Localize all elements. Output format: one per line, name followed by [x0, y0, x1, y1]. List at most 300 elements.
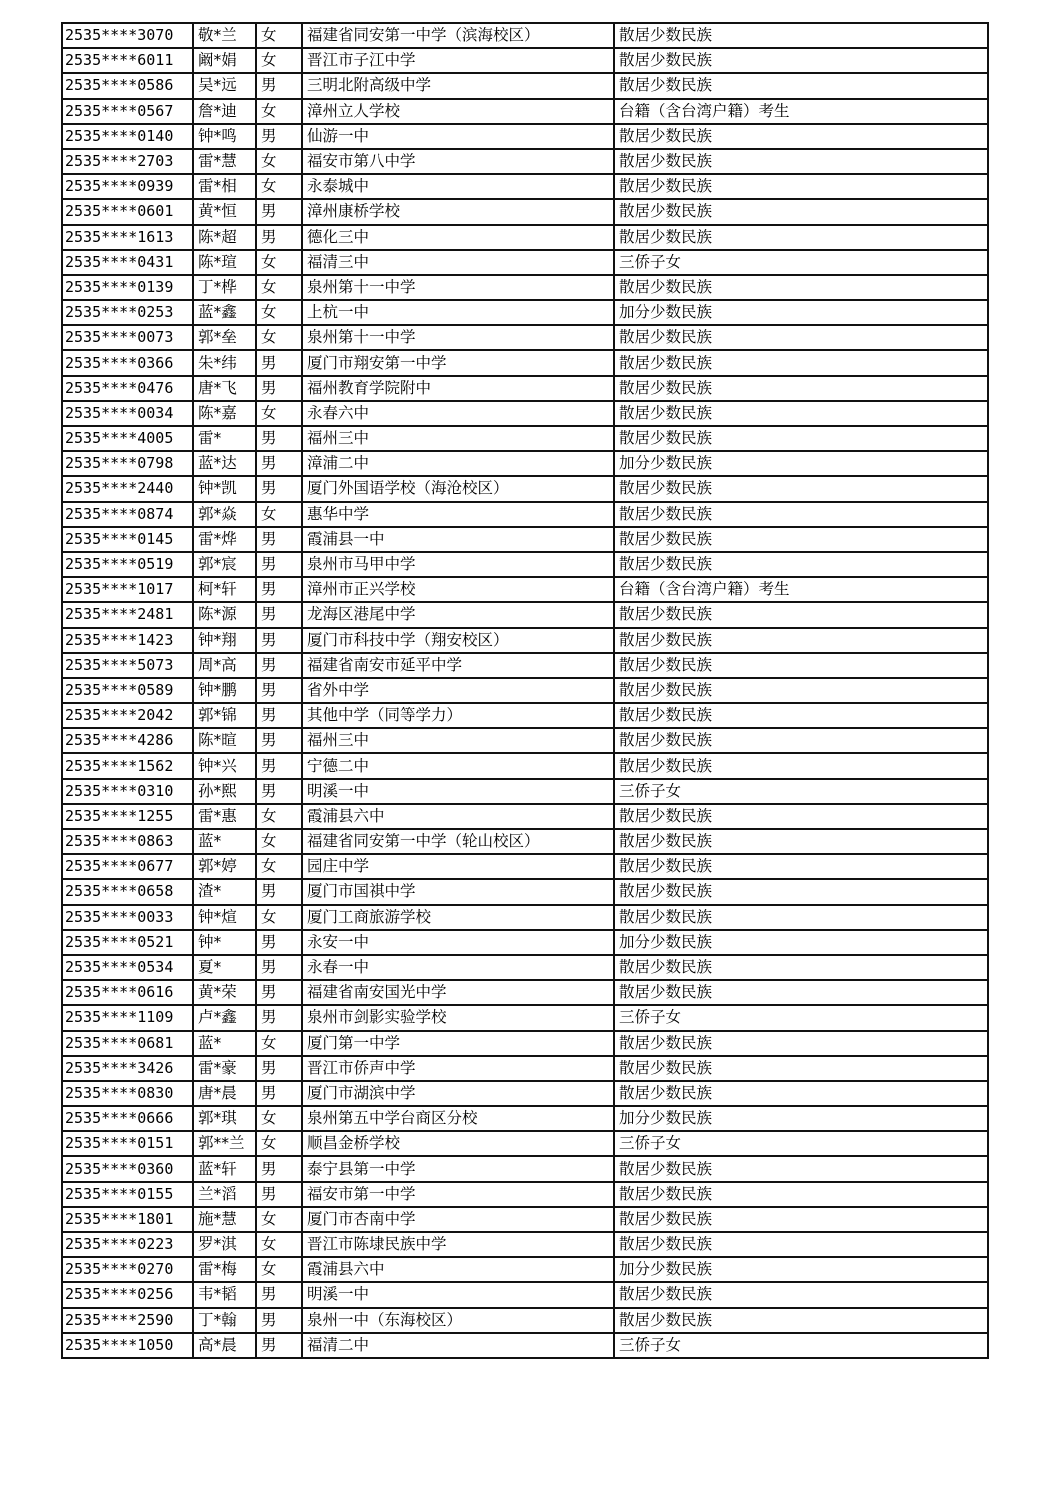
category-cell: 加分少数民族: [614, 451, 988, 476]
table-row: [62, 779, 988, 804]
name-cell: 陈*嘉: [193, 401, 256, 426]
category-cell: 散居少数民族: [614, 552, 988, 577]
gender-cell: 女: [256, 174, 302, 199]
candidate-id-cell: 2535****0939: [62, 174, 193, 199]
category-cell: 散居少数民族: [614, 602, 988, 627]
gender-cell: 女: [256, 1131, 302, 1156]
name-cell: 郭*垒: [193, 325, 256, 350]
school-cell: 顺昌金桥学校: [302, 1131, 614, 1156]
school-cell: 福建省南安市延平中学: [302, 653, 614, 678]
category-cell: 散居少数民族: [614, 854, 988, 879]
name-cell: 陈*暄: [193, 728, 256, 753]
gender-cell: 男: [256, 577, 302, 602]
candidate-id-cell: 2535****0033: [62, 905, 193, 930]
category-cell: 散居少数民族: [614, 804, 988, 829]
gender-cell: 女: [256, 905, 302, 930]
gender-cell: 女: [256, 804, 302, 829]
gender-cell: 男: [256, 73, 302, 98]
category-cell: 散居少数民族: [614, 73, 988, 98]
school-cell: 泉州市马甲中学: [302, 552, 614, 577]
candidate-id-cell: 2535****0601: [62, 199, 193, 224]
gender-cell: 男: [256, 628, 302, 653]
school-cell: 漳州立人学校: [302, 99, 614, 124]
school-cell: 厦门第一中学: [302, 1031, 614, 1056]
school-cell: 福建省同安第一中学（滨海校区）: [302, 23, 614, 48]
table-row: [62, 879, 988, 904]
category-cell: 散居少数民族: [614, 653, 988, 678]
category-cell: 散居少数民族: [614, 628, 988, 653]
school-cell: 泉州第十一中学: [302, 325, 614, 350]
candidate-id-cell: 2535****2440: [62, 476, 193, 501]
candidate-id-cell: 2535****0151: [62, 1131, 193, 1156]
table-row: [62, 653, 988, 678]
name-cell: 渣*: [193, 879, 256, 904]
category-cell: 散居少数民族: [614, 1156, 988, 1181]
category-cell: 散居少数民族: [614, 124, 988, 149]
gender-cell: 女: [256, 300, 302, 325]
category-cell: 散居少数民族: [614, 502, 988, 527]
school-cell: 龙海区港尾中学: [302, 602, 614, 627]
school-cell: 福清三中: [302, 250, 614, 275]
candidate-id-cell: 2535****4286: [62, 728, 193, 753]
category-cell: 散居少数民族: [614, 1056, 988, 1081]
gender-cell: 男: [256, 527, 302, 552]
table-row: [62, 577, 988, 602]
candidate-id-cell: 2535****1613: [62, 225, 193, 250]
school-cell: 福州三中: [302, 728, 614, 753]
gender-cell: 男: [256, 1282, 302, 1307]
category-cell: 散居少数民族: [614, 678, 988, 703]
category-cell: 散居少数民族: [614, 376, 988, 401]
school-cell: 明溪一中: [302, 779, 614, 804]
table-row: [62, 703, 988, 728]
name-cell: 雷*相: [193, 174, 256, 199]
category-cell: 散居少数民族: [614, 980, 988, 1005]
name-cell: 陈*源: [193, 602, 256, 627]
school-cell: 厦门工商旅游学校: [302, 905, 614, 930]
name-cell: 雷*慧: [193, 149, 256, 174]
table-row: [62, 552, 988, 577]
candidate-id-cell: 2535****0874: [62, 502, 193, 527]
table-row: [62, 1308, 988, 1333]
table-row: [62, 602, 988, 627]
candidate-id-cell: 2535****0366: [62, 350, 193, 375]
candidate-id-cell: 2535****0830: [62, 1081, 193, 1106]
category-cell: 散居少数民族: [614, 174, 988, 199]
category-cell: 散居少数民族: [614, 1308, 988, 1333]
school-cell: 三明北附高级中学: [302, 73, 614, 98]
candidate-id-cell: 2535****2481: [62, 602, 193, 627]
candidate-id-cell: 2535****6011: [62, 48, 193, 73]
table-row: [62, 955, 988, 980]
candidate-id-cell: 2535****1050: [62, 1333, 193, 1358]
table-row: [62, 980, 988, 1005]
school-cell: 明溪一中: [302, 1282, 614, 1307]
table-row: [62, 376, 988, 401]
table-row: [62, 804, 988, 829]
school-cell: 惠华中学: [302, 502, 614, 527]
category-cell: 加分少数民族: [614, 930, 988, 955]
school-cell: 厦门市湖滨中学: [302, 1081, 614, 1106]
gender-cell: 男: [256, 1156, 302, 1181]
table-row: [62, 23, 988, 48]
gender-cell: 男: [256, 879, 302, 904]
candidate-id-cell: 2535****0253: [62, 300, 193, 325]
name-cell: 钟*鹏: [193, 678, 256, 703]
school-cell: 厦门市杏南中学: [302, 1207, 614, 1232]
candidate-id-cell: 2535****1017: [62, 577, 193, 602]
school-cell: 省外中学: [302, 678, 614, 703]
candidate-id-cell: 2535****0223: [62, 1232, 193, 1257]
school-cell: 厦门市国祺中学: [302, 879, 614, 904]
school-cell: 仙游一中: [302, 124, 614, 149]
table-row: [62, 300, 988, 325]
candidate-id-cell: 2535****1109: [62, 1005, 193, 1030]
gender-cell: 女: [256, 829, 302, 854]
school-cell: 永安一中: [302, 930, 614, 955]
gender-cell: 男: [256, 1182, 302, 1207]
table-row: [62, 401, 988, 426]
candidate-id-cell: 2535****0270: [62, 1257, 193, 1282]
category-cell: 散居少数民族: [614, 1232, 988, 1257]
candidate-id-cell: 2535****0589: [62, 678, 193, 703]
gender-cell: 女: [256, 325, 302, 350]
category-cell: 三侨子女: [614, 1005, 988, 1030]
table-row: [62, 1207, 988, 1232]
category-cell: 三侨子女: [614, 779, 988, 804]
gender-cell: 女: [256, 149, 302, 174]
candidate-id-cell: 2535****0666: [62, 1106, 193, 1131]
table-row: [62, 48, 988, 73]
school-cell: 漳浦二中: [302, 451, 614, 476]
school-cell: 泉州市剑影实验学校: [302, 1005, 614, 1030]
name-cell: 卢*鑫: [193, 1005, 256, 1030]
candidate-id-cell: 2535****0034: [62, 401, 193, 426]
category-cell: 加分少数民族: [614, 1106, 988, 1131]
school-cell: 宁德二中: [302, 753, 614, 778]
table-row: [62, 1005, 988, 1030]
name-cell: 柯*轩: [193, 577, 256, 602]
name-cell: 夏*: [193, 955, 256, 980]
table-row: [62, 1131, 988, 1156]
table-row: [62, 250, 988, 275]
table-row: [62, 502, 988, 527]
gender-cell: 男: [256, 653, 302, 678]
category-cell: 散居少数民族: [614, 1182, 988, 1207]
candidate-id-cell: 2535****0586: [62, 73, 193, 98]
category-cell: 散居少数民族: [614, 350, 988, 375]
gender-cell: 女: [256, 275, 302, 300]
candidate-id-cell: 2535****0310: [62, 779, 193, 804]
gender-cell: 男: [256, 678, 302, 703]
candidate-id-cell: 2535****0476: [62, 376, 193, 401]
name-cell: 雷*: [193, 426, 256, 451]
candidate-id-cell: 2535****0567: [62, 99, 193, 124]
gender-cell: 男: [256, 930, 302, 955]
gender-cell: 男: [256, 728, 302, 753]
category-cell: 散居少数民族: [614, 1081, 988, 1106]
name-cell: 雷*梅: [193, 1257, 256, 1282]
name-cell: 蓝*: [193, 1031, 256, 1056]
name-cell: 蓝*达: [193, 451, 256, 476]
table-row: [62, 854, 988, 879]
school-cell: 晋江市陈埭民族中学: [302, 1232, 614, 1257]
roster-table-container: [61, 22, 987, 1359]
candidate-id-cell: 2535****1562: [62, 753, 193, 778]
table-row: [62, 325, 988, 350]
name-cell: 朱*纬: [193, 350, 256, 375]
table-row: [62, 1333, 988, 1358]
gender-cell: 男: [256, 552, 302, 577]
table-row: [62, 1282, 988, 1307]
gender-cell: 男: [256, 1333, 302, 1358]
category-cell: 散居少数民族: [614, 401, 988, 426]
gender-cell: 男: [256, 703, 302, 728]
name-cell: 郭*锦: [193, 703, 256, 728]
category-cell: 散居少数民族: [614, 905, 988, 930]
category-cell: 三侨子女: [614, 1333, 988, 1358]
category-cell: 三侨子女: [614, 1131, 988, 1156]
table-row: [62, 1232, 988, 1257]
category-cell: 散居少数民族: [614, 955, 988, 980]
table-row: [62, 225, 988, 250]
school-cell: 泉州第十一中学: [302, 275, 614, 300]
name-cell: 敬*兰: [193, 23, 256, 48]
table-row: [62, 1156, 988, 1181]
table-row: [62, 73, 988, 98]
table-row: [62, 1081, 988, 1106]
table-row: [62, 753, 988, 778]
category-cell: 散居少数民族: [614, 225, 988, 250]
gender-cell: 女: [256, 1106, 302, 1131]
candidate-id-cell: 2535****0677: [62, 854, 193, 879]
table-row: [62, 905, 988, 930]
gender-cell: 男: [256, 225, 302, 250]
school-cell: 其他中学（同等学力）: [302, 703, 614, 728]
candidate-id-cell: 2535****0798: [62, 451, 193, 476]
school-cell: 霞浦县六中: [302, 1257, 614, 1282]
category-cell: 台籍（含台湾户籍）考生: [614, 577, 988, 602]
school-cell: 漳州市正兴学校: [302, 577, 614, 602]
school-cell: 永春一中: [302, 955, 614, 980]
school-cell: 福安市第八中学: [302, 149, 614, 174]
name-cell: 罗*淇: [193, 1232, 256, 1257]
gender-cell: 男: [256, 1056, 302, 1081]
name-cell: 钟*翔: [193, 628, 256, 653]
category-cell: 散居少数民族: [614, 829, 988, 854]
table-row: [62, 149, 988, 174]
name-cell: 陈*瑄: [193, 250, 256, 275]
name-cell: 韦*韬: [193, 1282, 256, 1307]
candidate-id-cell: 2535****4005: [62, 426, 193, 451]
gender-cell: 女: [256, 502, 302, 527]
name-cell: 孙*熙: [193, 779, 256, 804]
name-cell: 郭*琪: [193, 1106, 256, 1131]
candidate-id-cell: 2535****3426: [62, 1056, 193, 1081]
school-cell: 永春六中: [302, 401, 614, 426]
name-cell: 唐*飞: [193, 376, 256, 401]
category-cell: 散居少数民族: [614, 199, 988, 224]
name-cell: 周*高: [193, 653, 256, 678]
candidate-id-cell: 2535****2703: [62, 149, 193, 174]
name-cell: 蓝*轩: [193, 1156, 256, 1181]
table-row: [62, 829, 988, 854]
school-cell: 厦门外国语学校（海沧校区）: [302, 476, 614, 501]
name-cell: 郭*宸: [193, 552, 256, 577]
school-cell: 福清二中: [302, 1333, 614, 1358]
school-cell: 德化三中: [302, 225, 614, 250]
candidate-id-cell: 2535****0521: [62, 930, 193, 955]
gender-cell: 女: [256, 99, 302, 124]
category-cell: 散居少数民族: [614, 1207, 988, 1232]
candidate-id-cell: 2535****0519: [62, 552, 193, 577]
gender-cell: 男: [256, 451, 302, 476]
candidate-id-cell: 2535****0145: [62, 527, 193, 552]
candidate-id-cell: 2535****1255: [62, 804, 193, 829]
name-cell: 钟*: [193, 930, 256, 955]
candidate-id-cell: 2535****0139: [62, 275, 193, 300]
gender-cell: 女: [256, 401, 302, 426]
table-row: [62, 350, 988, 375]
table-row: [62, 199, 988, 224]
category-cell: 散居少数民族: [614, 527, 988, 552]
table-row: [62, 426, 988, 451]
table-row: [62, 527, 988, 552]
candidate-id-cell: 2535****2042: [62, 703, 193, 728]
category-cell: 台籍（含台湾户籍）考生: [614, 99, 988, 124]
name-cell: 钟*兴: [193, 753, 256, 778]
name-cell: 高*晨: [193, 1333, 256, 1358]
table-row: [62, 1182, 988, 1207]
gender-cell: 男: [256, 779, 302, 804]
category-cell: 散居少数民族: [614, 149, 988, 174]
gender-cell: 男: [256, 980, 302, 1005]
school-cell: 福州教育学院附中: [302, 376, 614, 401]
category-cell: 散居少数民族: [614, 1031, 988, 1056]
category-cell: 散居少数民族: [614, 275, 988, 300]
gender-cell: 男: [256, 199, 302, 224]
table-row: [62, 1031, 988, 1056]
roster-table-body: [62, 23, 988, 1358]
category-cell: 三侨子女: [614, 250, 988, 275]
school-cell: 晋江市侨声中学: [302, 1056, 614, 1081]
table-row: [62, 451, 988, 476]
name-cell: 郭*焱: [193, 502, 256, 527]
gender-cell: 女: [256, 1031, 302, 1056]
table-row: [62, 930, 988, 955]
candidate-id-cell: 2535****0256: [62, 1282, 193, 1307]
school-cell: 霞浦县一中: [302, 527, 614, 552]
name-cell: 雷*烨: [193, 527, 256, 552]
candidate-id-cell: 2535****0681: [62, 1031, 193, 1056]
school-cell: 福建省南安国光中学: [302, 980, 614, 1005]
name-cell: 詹*迪: [193, 99, 256, 124]
gender-cell: 女: [256, 1207, 302, 1232]
candidate-id-cell: 2535****0155: [62, 1182, 193, 1207]
gender-cell: 男: [256, 376, 302, 401]
name-cell: 陈*超: [193, 225, 256, 250]
candidate-id-cell: 2535****0073: [62, 325, 193, 350]
candidate-id-cell: 2535****0140: [62, 124, 193, 149]
name-cell: 蓝*鑫: [193, 300, 256, 325]
name-cell: 钟*凯: [193, 476, 256, 501]
candidate-id-cell: 2535****3070: [62, 23, 193, 48]
school-cell: 泉州一中（东海校区）: [302, 1308, 614, 1333]
table-row: [62, 1106, 988, 1131]
table-row: [62, 174, 988, 199]
table-row: [62, 628, 988, 653]
candidate-id-cell: 2535****2590: [62, 1308, 193, 1333]
school-cell: 上杭一中: [302, 300, 614, 325]
name-cell: 阚*娟: [193, 48, 256, 73]
gender-cell: 男: [256, 955, 302, 980]
roster-table: [61, 22, 989, 1359]
name-cell: 郭**兰: [193, 1131, 256, 1156]
candidate-id-cell: 2535****5073: [62, 653, 193, 678]
gender-cell: 男: [256, 124, 302, 149]
category-cell: 散居少数民族: [614, 1282, 988, 1307]
candidate-id-cell: 2535****0534: [62, 955, 193, 980]
gender-cell: 女: [256, 1257, 302, 1282]
category-cell: 散居少数民族: [614, 325, 988, 350]
name-cell: 蓝*: [193, 829, 256, 854]
gender-cell: 女: [256, 854, 302, 879]
table-row: [62, 124, 988, 149]
school-cell: 厦门市科技中学（翔安校区）: [302, 628, 614, 653]
candidate-id-cell: 2535****0431: [62, 250, 193, 275]
school-cell: 霞浦县六中: [302, 804, 614, 829]
table-row: [62, 728, 988, 753]
school-cell: 园庄中学: [302, 854, 614, 879]
table-row: [62, 1056, 988, 1081]
candidate-id-cell: 2535****0863: [62, 829, 193, 854]
gender-cell: 男: [256, 1081, 302, 1106]
school-cell: 泰宁县第一中学: [302, 1156, 614, 1181]
category-cell: 散居少数民族: [614, 476, 988, 501]
category-cell: 散居少数民族: [614, 48, 988, 73]
gender-cell: 男: [256, 350, 302, 375]
name-cell: 兰*滔: [193, 1182, 256, 1207]
school-cell: 厦门市翔安第一中学: [302, 350, 614, 375]
table-row: [62, 476, 988, 501]
category-cell: 散居少数民族: [614, 703, 988, 728]
name-cell: 雷*豪: [193, 1056, 256, 1081]
gender-cell: 男: [256, 753, 302, 778]
school-cell: 福建省同安第一中学（轮山校区）: [302, 829, 614, 854]
name-cell: 丁*桦: [193, 275, 256, 300]
school-cell: 泉州第五中学台商区分校: [302, 1106, 614, 1131]
name-cell: 黄*恒: [193, 199, 256, 224]
gender-cell: 女: [256, 250, 302, 275]
school-cell: 永泰城中: [302, 174, 614, 199]
gender-cell: 女: [256, 23, 302, 48]
school-cell: 福州三中: [302, 426, 614, 451]
table-row: [62, 99, 988, 124]
name-cell: 吴*远: [193, 73, 256, 98]
name-cell: 丁*翰: [193, 1308, 256, 1333]
name-cell: 郭*婷: [193, 854, 256, 879]
name-cell: 黄*荣: [193, 980, 256, 1005]
candidate-id-cell: 2535****0616: [62, 980, 193, 1005]
school-cell: 晋江市子江中学: [302, 48, 614, 73]
name-cell: 钟*鸣: [193, 124, 256, 149]
category-cell: 散居少数民族: [614, 23, 988, 48]
category-cell: 加分少数民族: [614, 1257, 988, 1282]
gender-cell: 男: [256, 1308, 302, 1333]
candidate-id-cell: 2535****0360: [62, 1156, 193, 1181]
gender-cell: 女: [256, 48, 302, 73]
gender-cell: 男: [256, 602, 302, 627]
